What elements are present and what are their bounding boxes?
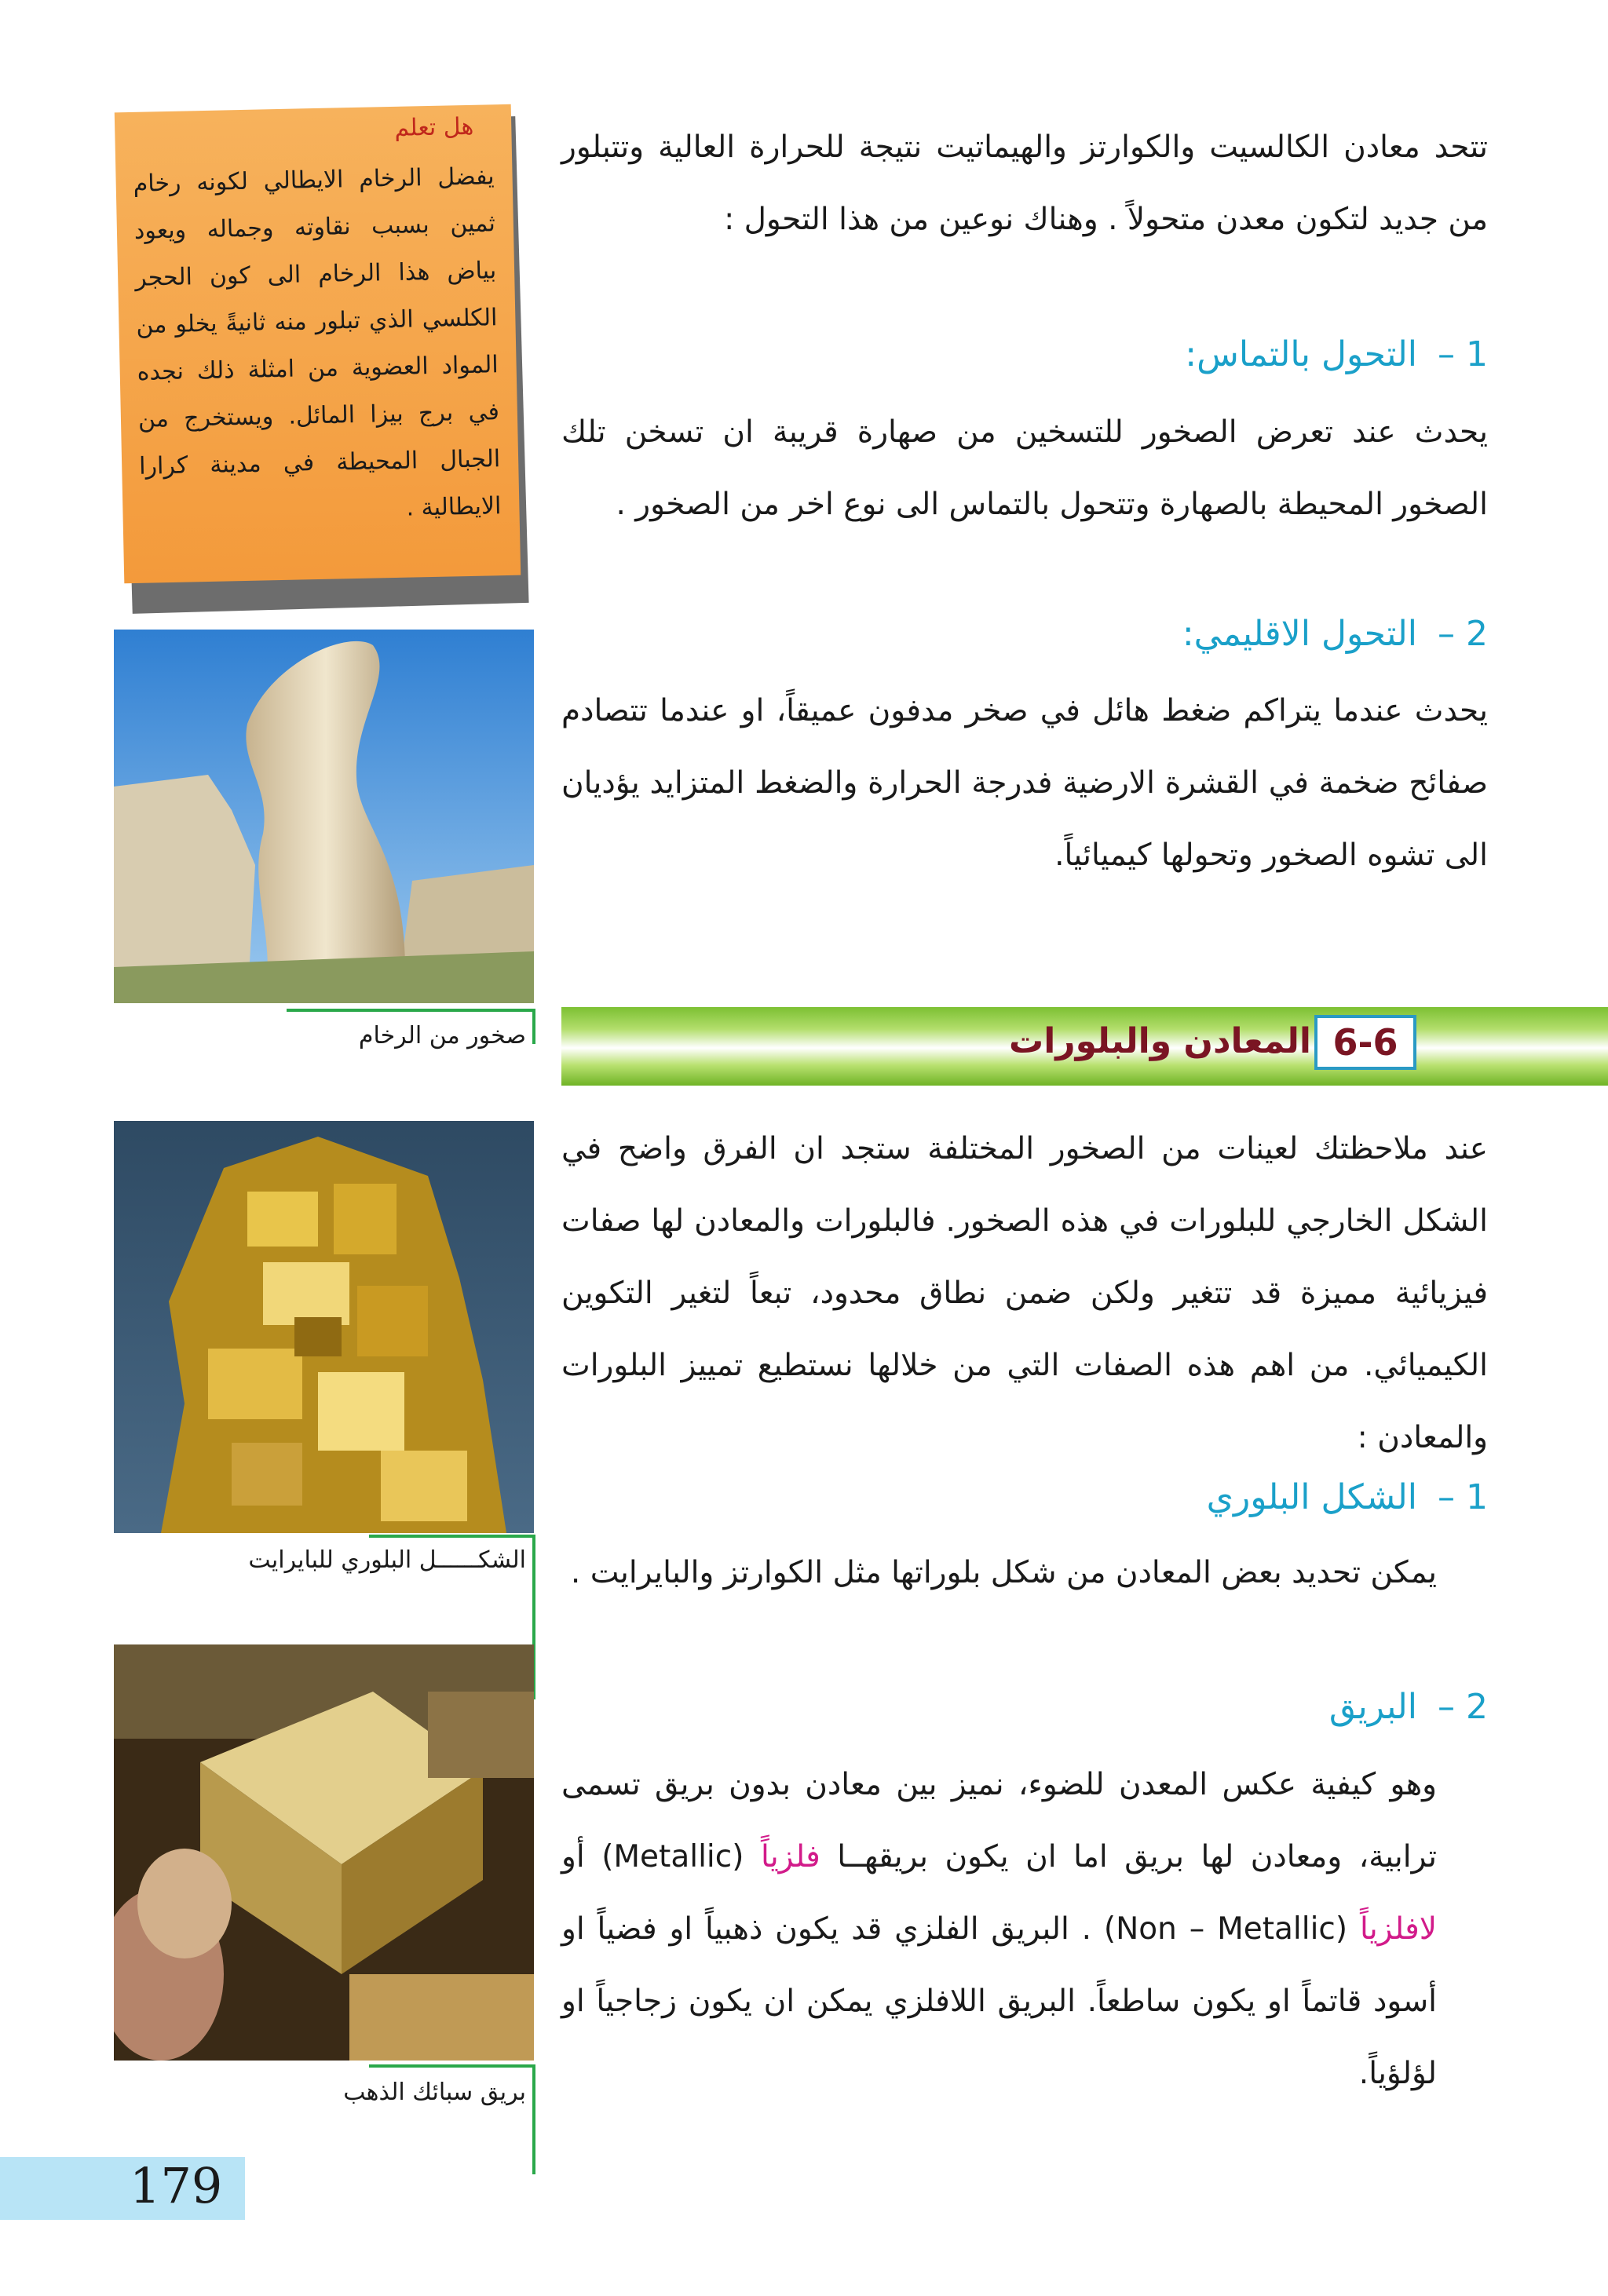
metallic-term: فلزياً: [760, 1839, 820, 1874]
metallic-english: (Metallic): [601, 1839, 744, 1874]
caption-rule: [369, 1535, 535, 1538]
luster-heading: [561, 1684, 1488, 1731]
caption-rule: [532, 1009, 535, 1044]
luster-text-1: وهو كيفية عكس المعدن للضوء، نميز بين معادن بدون بريق تسمى ترابية، ومعادن لها بريق اما ان يكون بريقهــا: [561, 1767, 1437, 1874]
luster-text: [561, 1749, 1437, 2110]
caption-rule: [532, 2064, 535, 2174]
gold-bars-photo: [114, 1644, 534, 2061]
crystal-form-heading: [561, 1474, 1488, 1521]
note-text: يفضل الرخام الايطالي لكونه رخام ثمين بسبب نقاوته وجماله ويعود بياض هذا الرخام الى كون الحجر الكلسي الذي تبلور منه ثانيةً يخلو من المواد العضوية من امثلة ذلك نجده في برج بيزا المائل. ويستخرج من الجبال المحيطة في مدينة كرارا الايطالية .: [133, 162, 502, 522]
luster-title: البريق: [1328, 1687, 1417, 1727]
crystal-form-text: يمكن تحديد بعض المعادن من شكل بلوراتها مثل الكوارتز والبايرايت .: [570, 1555, 1437, 1590]
crystal-form-number: 1 –: [1438, 1477, 1488, 1517]
or-word: أو: [561, 1839, 585, 1874]
crystal-form-title: الشكل البلوري: [1206, 1477, 1417, 1517]
intro-paragraph: تتحد معادن الكالسيت والكوارتز والهيماتيت نتيجة للحرارة العالية وتتبلور من جديد لتكون معدن متحولاً . وهناك نوعين من هذا التحول :: [561, 130, 1488, 237]
contact-text: يحدث عند تعرض الصخور للتسخين من صهارة قريبة ان تسخن تلك الصخور المحيطة بالصهارة وتتحول بالتماس الى نوع اخر من الصخور .: [561, 414, 1488, 522]
nonmetallic-english: (Non – Metallic): [1103, 1911, 1348, 1947]
regional-text: يحدث عندما يتراكم ضغط هائل في صخر مدفون عميقاً، او عندما تتصادم صفائح ضخمة في القشرة الارضية فدرجة الحرارة والضغط المتزايد يؤديان الى تشوه الصخور وتحولها كيميائياً.: [561, 693, 1488, 873]
pyrite-crystal-photo: [114, 1121, 534, 1533]
caption-rule: [287, 1009, 535, 1012]
page-number: 179: [130, 2157, 223, 2214]
caption-rule: [369, 2064, 535, 2068]
contact-number: 1 –: [1438, 334, 1488, 374]
contact-title: التحول بالتماس:: [1185, 334, 1417, 374]
regional-title: التحول الاقليمي:: [1182, 614, 1417, 654]
section-title: المعادن والبلورات: [1009, 1021, 1311, 1061]
luster-text-2: . البريق الفلزي قد يكون ذهبياً او فضياً او أسود قاتماً او يكون ساطعاً. البريق اللافلزي يمكن ان يكون زجاجياً او لؤلؤياً.: [561, 1911, 1437, 2091]
note-title: هل تعلم: [394, 112, 474, 142]
section-banner: [561, 1007, 1608, 1086]
regional-heading: [561, 611, 1488, 658]
marble-rock-photo: [114, 630, 534, 1003]
pyrite-caption: الشكــــــل البلوري للبايرايت: [248, 1546, 526, 1574]
regional-number: 2 –: [1438, 614, 1488, 654]
marble-caption: صخور من الرخام: [358, 1022, 526, 1049]
gold-caption: بريق سبائك الذهب: [343, 2079, 526, 2106]
did-you-know-note: [115, 104, 521, 583]
section-intro: عند ملاحظتك لعينات من الصخور المختلفة ستجد ان الفرق واضح في الشكل الخارجي للبلورات في هذه الصخور. فالبلورات والمعادن لها صفات فيزيائية مميزة قد تتغير ولكن ضمن نطاق محدود، تبعاً لتغير التكوين الكيميائي. من اهم هذه الصفات التي من خلالها نستطيع تمييز البلورات والمعادن :: [561, 1131, 1488, 1455]
contact-heading: [561, 331, 1488, 378]
section-number: 6-6: [1314, 1015, 1416, 1070]
luster-number: 2 –: [1438, 1687, 1488, 1727]
nonmetallic-term: لافلزياً: [1359, 1911, 1437, 1947]
